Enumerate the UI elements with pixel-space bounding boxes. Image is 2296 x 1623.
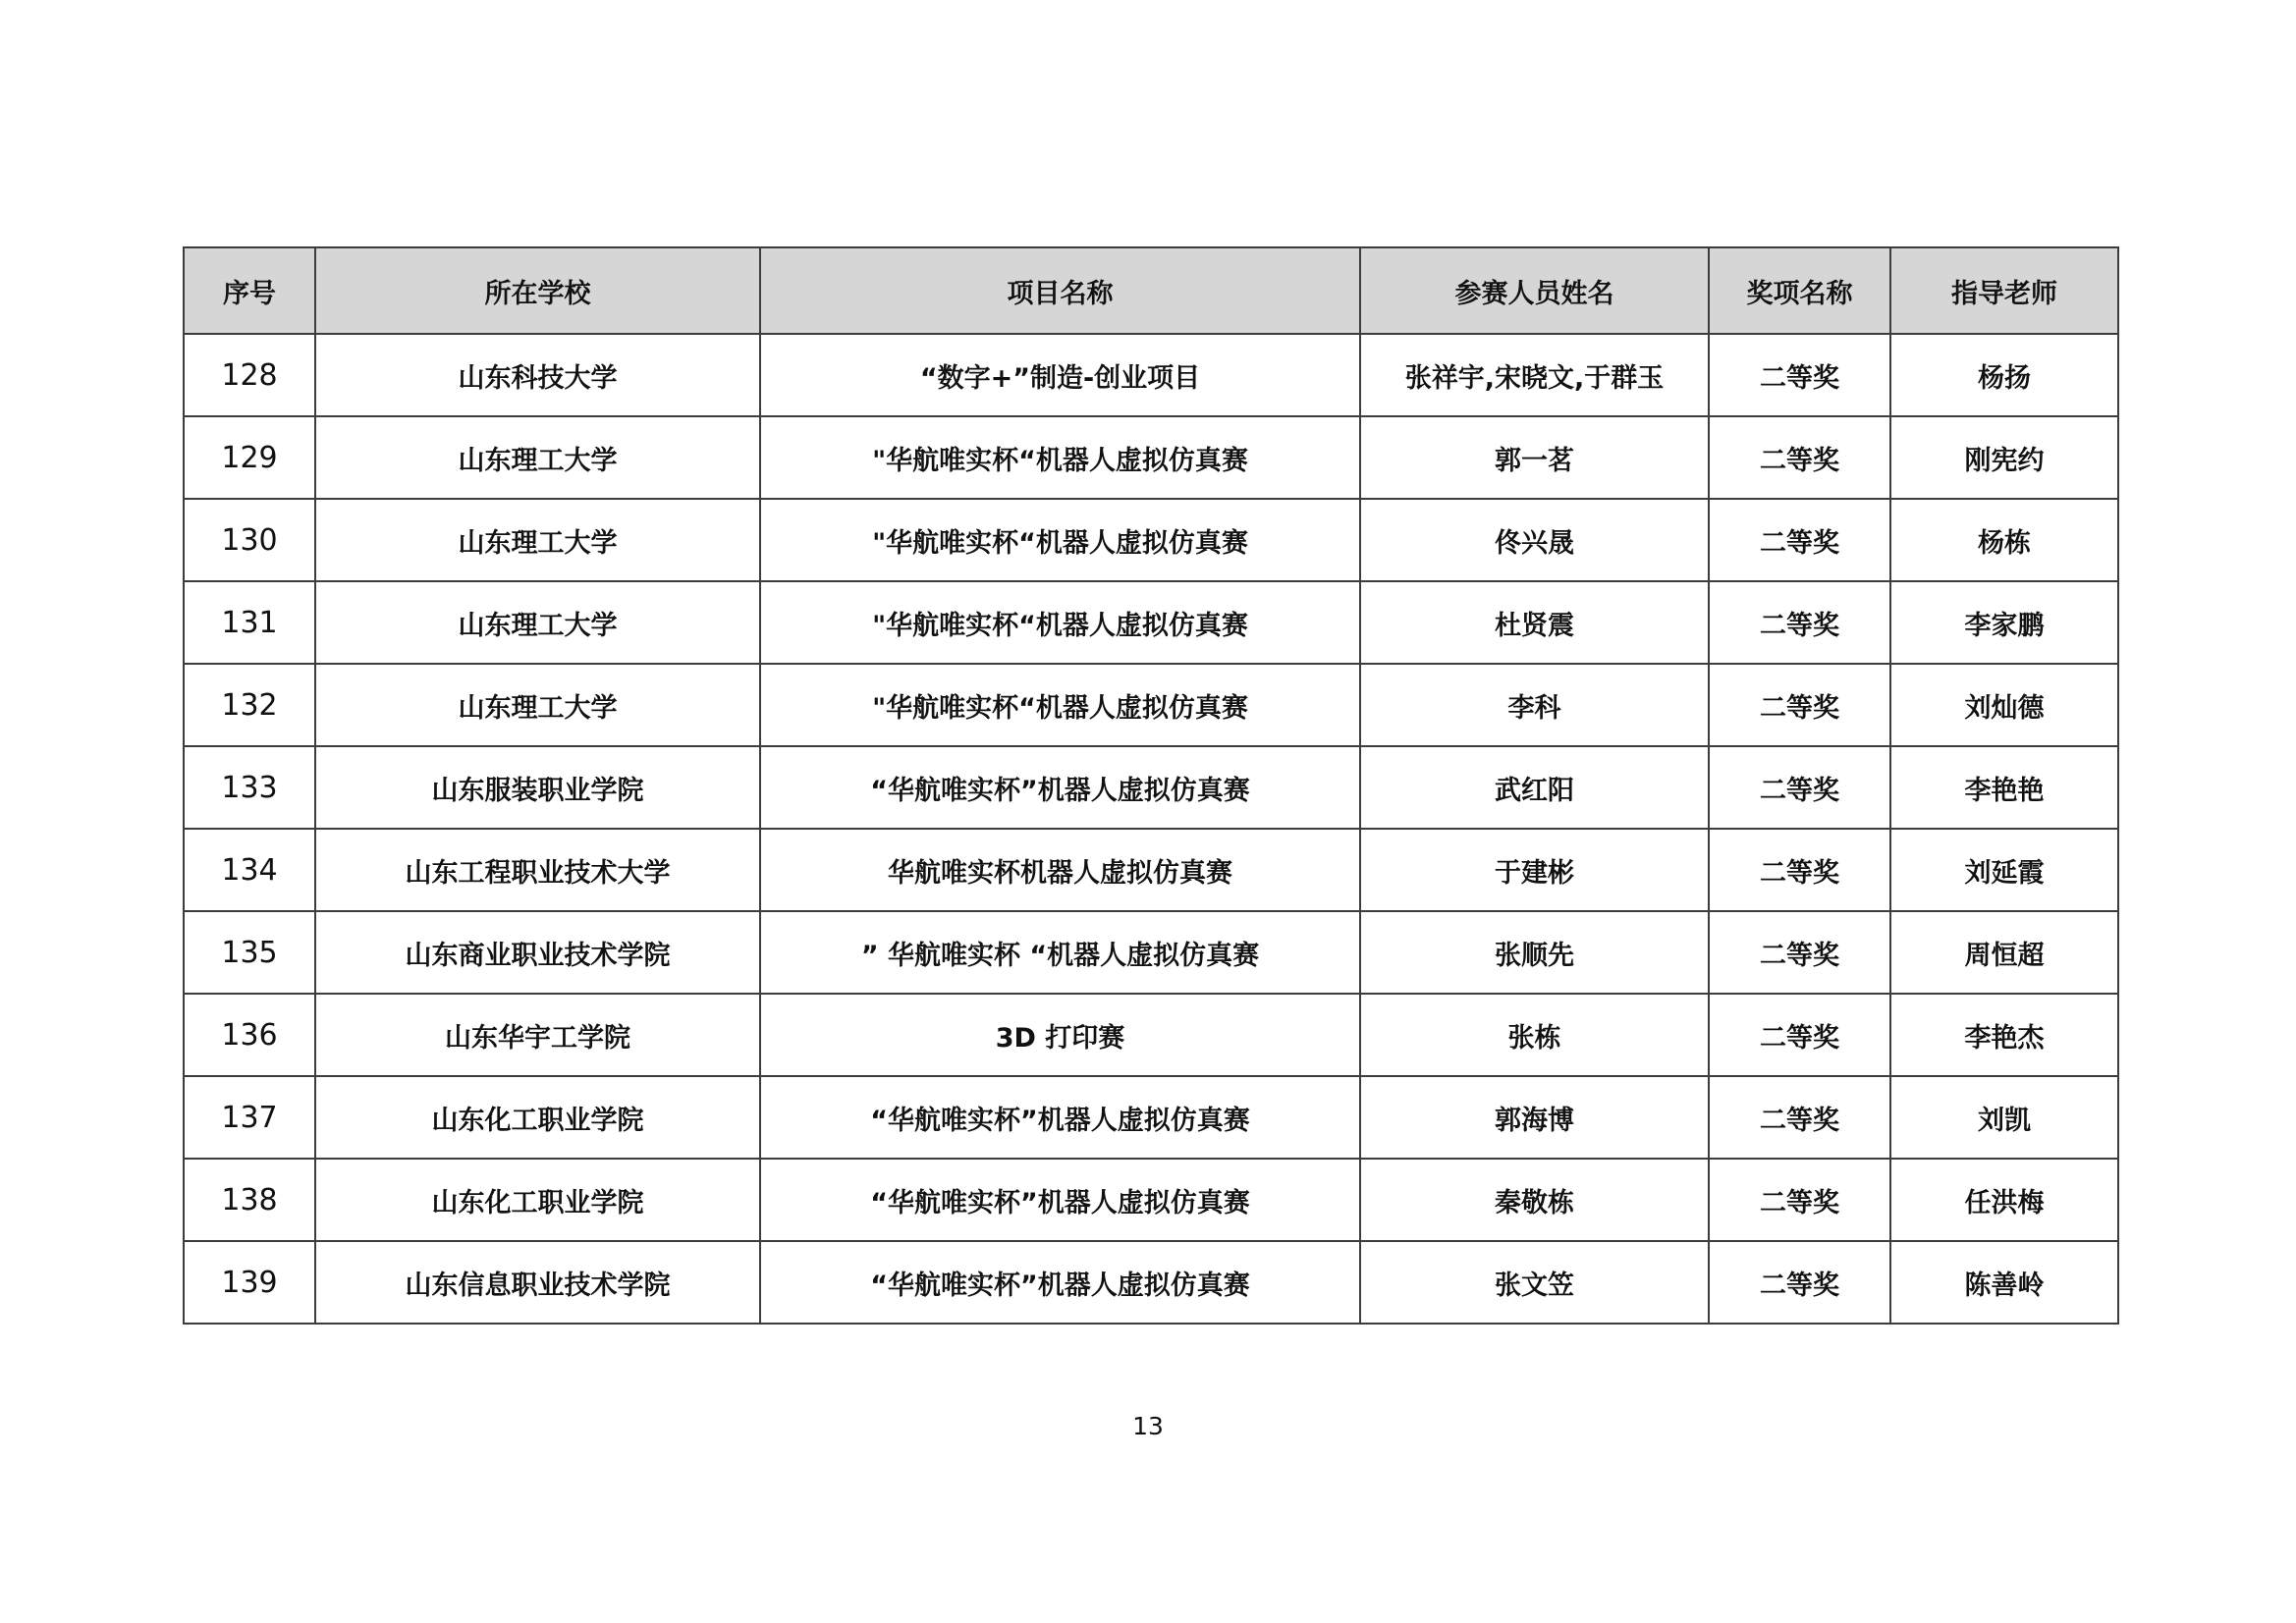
cell-school: 山东商业职业技术学院: [315, 911, 760, 994]
table-row: [184, 829, 2118, 911]
cell-advisor: 刘灿德: [1890, 664, 2118, 746]
table-header: [184, 247, 2118, 334]
cell-members: 郭一茗: [1360, 416, 1709, 499]
cell-no: 139: [184, 1241, 315, 1324]
header-no: 序号: [184, 247, 315, 334]
table-body: [184, 334, 2118, 1324]
cell-school: 山东科技大学: [315, 334, 760, 416]
header-award: 奖项名称: [1709, 247, 1890, 334]
cell-project: ” 华航唯实杯 “机器人虚拟仿真赛: [760, 911, 1360, 994]
cell-advisor: 李家鹏: [1890, 581, 2118, 664]
cell-no: 137: [184, 1076, 315, 1159]
cell-advisor: 杨栋: [1890, 499, 2118, 581]
cell-school: 山东华宇工学院: [315, 994, 760, 1076]
cell-advisor: 周恒超: [1890, 911, 2118, 994]
cell-members: 武红阳: [1360, 746, 1709, 829]
cell-school: 山东信息职业技术学院: [315, 1241, 760, 1324]
cell-project: 3D 打印赛: [760, 994, 1360, 1076]
cell-award: 二等奖: [1709, 829, 1890, 911]
header-advisor: 指导老师: [1890, 247, 2118, 334]
cell-school: 山东工程职业技术大学: [315, 829, 760, 911]
cell-project: “华航唯实杯”机器人虚拟仿真赛: [760, 1241, 1360, 1324]
cell-award: 二等奖: [1709, 334, 1890, 416]
table-row: [184, 1076, 2118, 1159]
cell-members: 张顺先: [1360, 911, 1709, 994]
cell-award: 二等奖: [1709, 416, 1890, 499]
cell-project: "华航唯实杯“机器人虚拟仿真赛: [760, 499, 1360, 581]
cell-school: 山东理工大学: [315, 664, 760, 746]
cell-award: 二等奖: [1709, 911, 1890, 994]
cell-school: 山东理工大学: [315, 416, 760, 499]
cell-advisor: 刚宪约: [1890, 416, 2118, 499]
cell-project: “华航唯实杯”机器人虚拟仿真赛: [760, 746, 1360, 829]
table-row: [184, 499, 2118, 581]
cell-members: 李科: [1360, 664, 1709, 746]
cell-members: 郭海博: [1360, 1076, 1709, 1159]
cell-project: "华航唯实杯“机器人虚拟仿真赛: [760, 664, 1360, 746]
cell-project: "华航唯实杯“机器人虚拟仿真赛: [760, 581, 1360, 664]
cell-school: 山东理工大学: [315, 499, 760, 581]
cell-members: 佟兴晟: [1360, 499, 1709, 581]
cell-award: 二等奖: [1709, 664, 1890, 746]
cell-no: 129: [184, 416, 315, 499]
cell-award: 二等奖: [1709, 994, 1890, 1076]
cell-members: 于建彬: [1360, 829, 1709, 911]
cell-school: 山东服装职业学院: [315, 746, 760, 829]
cell-project: 华航唯实杯机器人虚拟仿真赛: [760, 829, 1360, 911]
cell-no: 128: [184, 334, 315, 416]
cell-advisor: 任洪梅: [1890, 1159, 2118, 1241]
cell-advisor: 杨扬: [1890, 334, 2118, 416]
header-row: [184, 247, 2118, 334]
cell-award: 二等奖: [1709, 499, 1890, 581]
table-row: [184, 1241, 2118, 1324]
table-row: [184, 746, 2118, 829]
cell-award: 二等奖: [1709, 1076, 1890, 1159]
award-table: [183, 246, 2119, 1325]
cell-no: 136: [184, 994, 315, 1076]
cell-advisor: 李艳艳: [1890, 746, 2118, 829]
header-project: 项目名称: [760, 247, 1360, 334]
table-row: [184, 334, 2118, 416]
cell-project: “数字+”制造-创业项目: [760, 334, 1360, 416]
table-row: [184, 1159, 2118, 1241]
cell-project: “华航唯实杯”机器人虚拟仿真赛: [760, 1076, 1360, 1159]
table-row: [184, 911, 2118, 994]
cell-award: 二等奖: [1709, 1241, 1890, 1324]
cell-award: 二等奖: [1709, 746, 1890, 829]
header-members: 参赛人员姓名: [1360, 247, 1709, 334]
header-school: 所在学校: [315, 247, 760, 334]
cell-no: 133: [184, 746, 315, 829]
cell-members: 张栋: [1360, 994, 1709, 1076]
cell-members: 秦敬栋: [1360, 1159, 1709, 1241]
table-row: [184, 994, 2118, 1076]
cell-advisor: 刘凯: [1890, 1076, 2118, 1159]
cell-members: 杜贤震: [1360, 581, 1709, 664]
cell-members: 张文笠: [1360, 1241, 1709, 1324]
cell-school: 山东理工大学: [315, 581, 760, 664]
cell-no: 134: [184, 829, 315, 911]
table-row: [184, 581, 2118, 664]
cell-no: 138: [184, 1159, 315, 1241]
cell-advisor: 刘延霞: [1890, 829, 2118, 911]
cell-project: “华航唯实杯”机器人虚拟仿真赛: [760, 1159, 1360, 1241]
cell-school: 山东化工职业学院: [315, 1076, 760, 1159]
page-number: 13: [1132, 1412, 1164, 1440]
cell-award: 二等奖: [1709, 1159, 1890, 1241]
cell-no: 131: [184, 581, 315, 664]
cell-advisor: 陈善岭: [1890, 1241, 2118, 1324]
cell-award: 二等奖: [1709, 581, 1890, 664]
cell-no: 132: [184, 664, 315, 746]
table-row: [184, 416, 2118, 499]
table-row: [184, 664, 2118, 746]
cell-no: 130: [184, 499, 315, 581]
cell-advisor: 李艳杰: [1890, 994, 2118, 1076]
cell-members: 张祥宇,宋晓文,于群玉: [1360, 334, 1709, 416]
cell-school: 山东化工职业学院: [315, 1159, 760, 1241]
cell-no: 135: [184, 911, 315, 994]
cell-project: "华航唯实杯“机器人虚拟仿真赛: [760, 416, 1360, 499]
